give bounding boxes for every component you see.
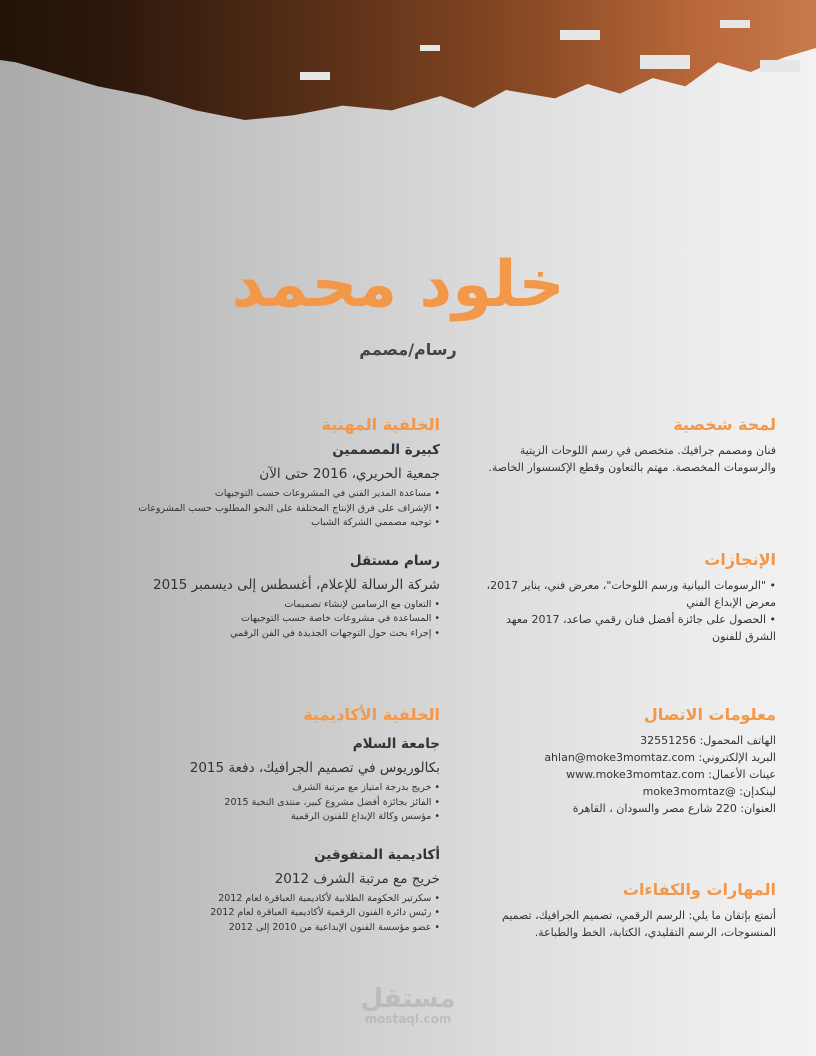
achievements-section (476, 550, 776, 645)
header-banner (0, 0, 816, 120)
job-org: شركة الرسالة للإعلام، أغسطس إلى ديسمبر 2015 (152, 576, 440, 593)
profile-title: لمحة شخصية (673, 415, 776, 434)
achievements-title: الإنجازات (704, 550, 776, 569)
job-title: كبيرة المصممين (332, 442, 440, 458)
job-entry (100, 442, 440, 531)
school-bullet: • سكرتير الحكومة الطلابية لأكاديمية العباقرة لعام 2012 (100, 892, 440, 907)
job-bullets (100, 598, 440, 642)
school-degree: خريج مع مرتبة الشرف 2012 (274, 870, 440, 887)
contact-title: معلومات الاتصال (643, 705, 776, 724)
school-bullet: • مؤسس وكالة الإبداع للفنون الرقمية (100, 810, 440, 825)
school-bullet: • عضو مؤسسة الفنون الإبداعية من 2010 إلى 2012 (100, 921, 440, 936)
education-title: الخلفية الأكاديمية (303, 705, 440, 724)
job-title: رسام مستقل (349, 552, 440, 569)
watermark (358, 985, 458, 1025)
school-bullets (100, 781, 440, 825)
skills-section (476, 880, 776, 941)
banner-splash (640, 55, 690, 69)
education-section (100, 705, 440, 935)
achievement-item: • "الرسومات البيانية ورسم اللوحات"، معرض فني، يناير 2017، معرض الإبداع الفني (486, 579, 776, 609)
banner-splash (720, 20, 750, 28)
experience-title: الخلفية المهنية (321, 415, 440, 434)
school-title: أكاديمية المتفوقين (314, 846, 440, 863)
banner-splash (300, 72, 330, 80)
contact-linkedin[interactable]: لينكدإن: @moke3momtaz (642, 785, 776, 798)
school-degree: بكالوريوس في تصميم الجرافيك، دفعة 2015 (189, 760, 440, 776)
contact-email[interactable]: البريد الإلكتروني: ahlan@moke3momtaz.com (544, 751, 776, 764)
job-org: جمعية الحريري، 2016 حتى الآن (259, 466, 440, 482)
job-bullets (100, 487, 440, 531)
school-bullet: • الفائز بجائزة أفضل مشروع كبير، منتدى النخبة 2015 (100, 796, 440, 811)
achievement-item: • الحصول على جائزة أفضل فنان رقمي صاعد، 2017 معهد الشرق للفنون (505, 613, 776, 643)
experience-section (100, 415, 440, 641)
job-bullet: • الإشراف على فرق الإنتاج المختلفة على النحو المطلوب حسب المشروعات (100, 502, 440, 517)
banner-splash (420, 45, 440, 51)
skills-text: أتمتع بإتقان ما يلي: الرسم الرقمي، تصميم الجرافيك، تصميم المنسوجات، الرسم التقليدي، الكتابة، الخط والطباعة. (502, 909, 776, 939)
watermark-arabic: مستقل (360, 984, 456, 1014)
skills-title: المهارات والكفاءات (622, 880, 776, 899)
job-bullet: • مساعدة المدير الفني في المشروعات حسب التوجيهات (100, 487, 440, 502)
school-bullet: • رئيس دائرة الفنون الرقمية لأكاديمية العباقرة لعام 2012 (100, 906, 440, 921)
candidate-role: رسام/مصمم (359, 340, 457, 359)
profile-text: فنان ومصمم جرافيك. متخصص في رسم اللوحات الزيتية والرسومات المخصصة. مهتم بالتعاون وقطع الإكسسوار الخاصة. (488, 444, 776, 474)
school-bullets (100, 892, 440, 936)
school-bullet: • خريج بدرجة امتياز مع مرتبة الشرف (100, 781, 440, 796)
school-entry (100, 736, 440, 825)
profile-section (476, 415, 776, 476)
job-bullet: • إجراء بحث حول التوجهات الجديدة في الفن الرقمي (100, 627, 440, 642)
school-title: جامعة السلام (352, 736, 440, 752)
job-entry (100, 553, 440, 642)
contact-section (476, 705, 776, 817)
contact-phone: الهاتف المحمول: 32551256 (640, 734, 776, 747)
job-bullet: • المساعدة في مشروعات خاصة حسب التوجيهات (100, 612, 440, 627)
job-bullet: • التعاون مع الرسامين لإنشاء تصميمات (100, 598, 440, 613)
school-entry (100, 847, 440, 936)
candidate-name (0, 248, 816, 322)
banner-splash (760, 60, 800, 72)
contact-portfolio[interactable]: عينات الأعمال: www.moke3momtaz.com (566, 768, 776, 781)
watermark-latin: mostaql.com (364, 1012, 452, 1026)
name-heading: خلود محمد (231, 248, 565, 322)
job-bullet: • توجيه مصممي الشركة الشباب (100, 516, 440, 531)
contact-address: العنوان: 220 شارع مصر والسودان ، القاهرة (572, 802, 776, 815)
banner-splash (560, 30, 600, 40)
